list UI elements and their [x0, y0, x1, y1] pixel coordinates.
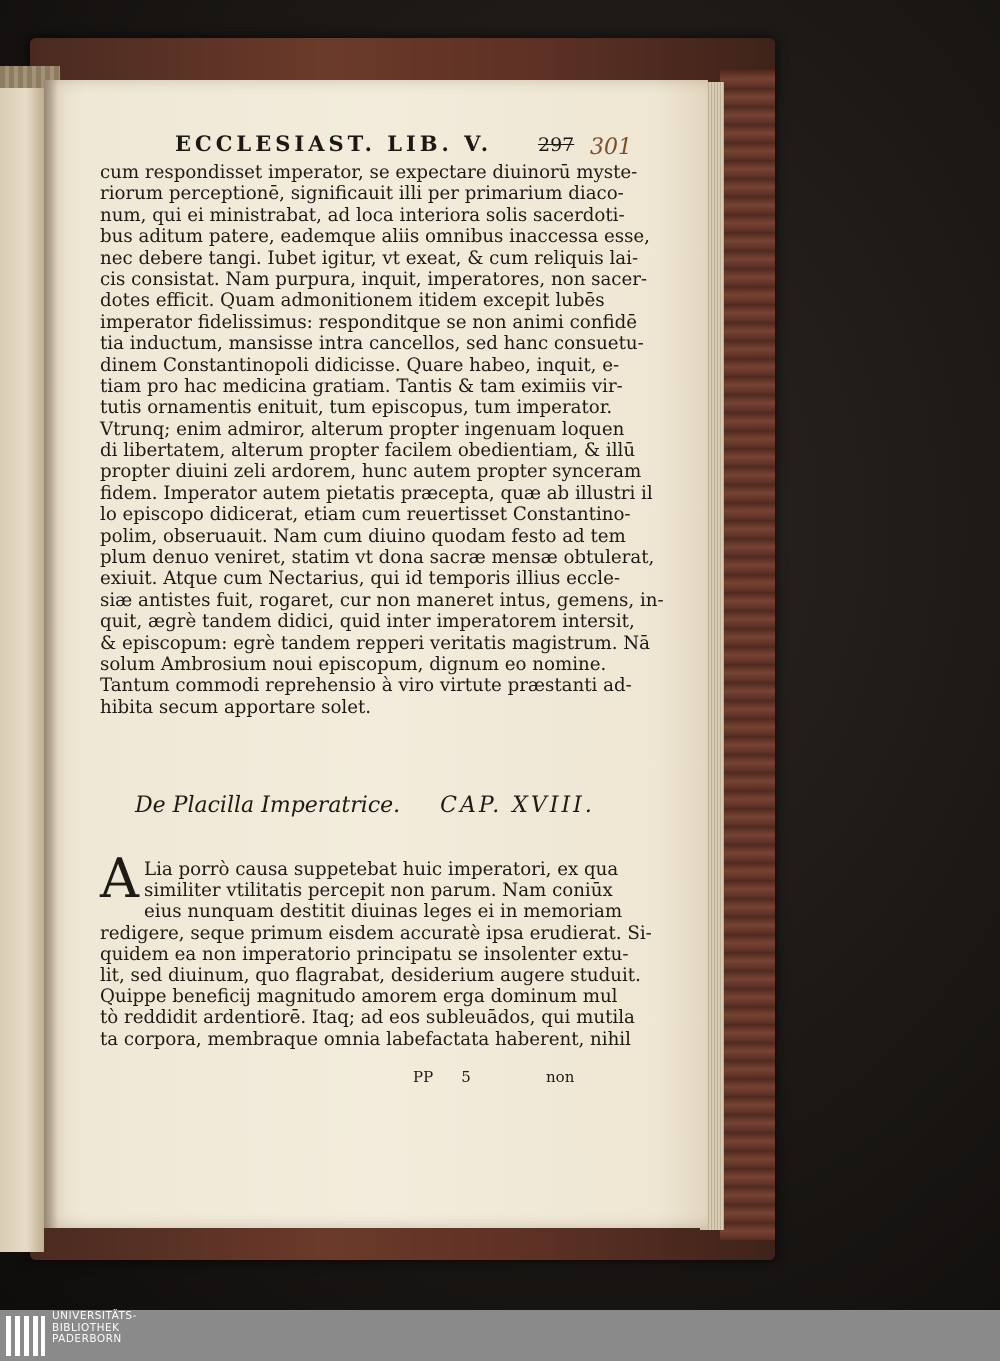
text-line: & episcopum: egrè tandem repperi veritatis magistrum. Nā — [100, 632, 651, 654]
drop-cap: A — [100, 847, 139, 910]
university-logo-icon — [6, 1316, 46, 1356]
left-page-edge — [0, 80, 44, 1252]
chapter-title: De Placilla Imperatrice. — [135, 793, 401, 818]
text-line: similiter vtilitatis percepit non parum. Nam coniūx — [144, 880, 613, 902]
text-line: polim, obseruauit. Nam cum diuino quodam festo ad tem — [100, 525, 626, 547]
text-line: di libertatem, alterum propter facilem obedientiam, & illū — [100, 440, 636, 462]
text-line: cum respondisset imperator, se expectare diuinorū myste- — [100, 162, 638, 183]
running-head: ECCLESIAST. LIB. V. — [175, 131, 493, 156]
chapter-number: CAP. XVIII. — [440, 793, 595, 818]
text-line: solum Ambrosium noui episcopum, dignum eo nomine. — [100, 653, 607, 675]
text-line: quidem ea non imperatorio principatu se insolenter extu- — [100, 943, 629, 965]
text-line: num, qui ei ministrabat, ad loca interiora solis sacerdoti- — [100, 204, 625, 226]
library-line: BIBLIOTHEK — [52, 1321, 120, 1334]
text-line: imperator fidelissimus: responditque se non animi confidē — [100, 311, 638, 333]
text-line: riorum perceptionē, significauit illi per primarium diaco- — [100, 183, 624, 205]
text-line: lo episcopo didicerat, etiam cum reuertisset Constantino- — [100, 504, 631, 526]
text-line: bus aditum patere, eademque aliis omnibus inaccessa esse, — [100, 226, 650, 248]
text-line: propter diuini zeli ardorem, hunc autem propter synceram — [100, 461, 642, 483]
text-line: plum denuo veniret, statim vt dona sacræ mensæ obtulerat, — [100, 547, 655, 569]
text-line: redigere, seque primum eisdem accuratè ipsa erudierat. Si- — [100, 922, 652, 944]
text-line: siæ antistes fuit, rogaret, cur non maneret intus, gemens, in- — [100, 589, 664, 611]
text-line: Lia porrò causa suppetebat huic imperatori, ex qua — [144, 859, 619, 880]
library-line: UNIVERSITÄTS- — [52, 1310, 137, 1322]
page-number-handwritten: 301 — [590, 135, 632, 160]
page-gutter-shadow — [44, 80, 58, 1228]
page-number-printed: 297 — [538, 134, 575, 156]
text-line: hibita secum apportare solet. — [100, 696, 372, 718]
text-line: Tantum commodi reprehensio à viro virtute præstanti ad- — [100, 675, 632, 697]
text-line: lit, sed diuinum, quo flagrabat, desiderium augere studuit. — [100, 964, 641, 986]
text-line: ta corpora, membraque omnia labefactata haberent, nihil — [100, 1028, 631, 1050]
chapter-heading — [135, 793, 595, 818]
library-footer — [0, 1310, 1000, 1361]
text-line: tò reddidit ardentiorē. Itaq; ad eos subleuādos, qui mutila — [100, 1007, 635, 1029]
main-text-block — [100, 162, 664, 718]
text-line: tia inductum, mansisse intra cancellos, sed hanc consuetu- — [100, 333, 644, 355]
cover-edge — [720, 70, 775, 1240]
library-line: PADERBORN — [52, 1333, 122, 1345]
signature-letters: PP — [413, 1068, 434, 1086]
text-line: tutis ornamentis enituit, tum episcopus, tum imperator. — [100, 397, 613, 419]
text-line: exiuit. Atque cum Nectarius, qui id temporis illius eccle- — [100, 568, 621, 590]
text-line: Quippe beneficij magnitudo amorem erga dominum mul — [100, 986, 618, 1008]
text-line: Vtrunq; enim admiror, alterum propter ingenuam loquen — [100, 418, 625, 440]
text-line: quit, ægrè tandem didici, quid inter imperatorem intersit, — [100, 611, 635, 633]
chapter-text-block — [100, 859, 652, 1050]
library-name — [52, 1311, 137, 1346]
catchword: non — [546, 1068, 575, 1086]
signature-number: 5 — [461, 1068, 471, 1086]
text-line: tiam pro hac medicina gratiam. Tantis & tam eximiis vir- — [100, 375, 623, 397]
text-line: dinem Constantinopoli didicisse. Quare habeo, inquit, e- — [100, 354, 620, 376]
signature-mark — [413, 1068, 471, 1086]
text-line: dotes efficit. Quam admonitionem itidem excepit lubēs — [100, 290, 605, 312]
text-line: nec debere tangi. Iubet igitur, vt exeat, & cum reliquis lai- — [100, 247, 639, 269]
text-line: cis consistat. Nam purpura, inquit, imperatores, non sacer- — [100, 268, 648, 290]
text-line: eius nunquam destitit diuinas leges ei in memoriam — [144, 901, 623, 923]
text-line: fidem. Imperator autem pietatis præcepta, quæ ab illustri il — [100, 482, 653, 504]
